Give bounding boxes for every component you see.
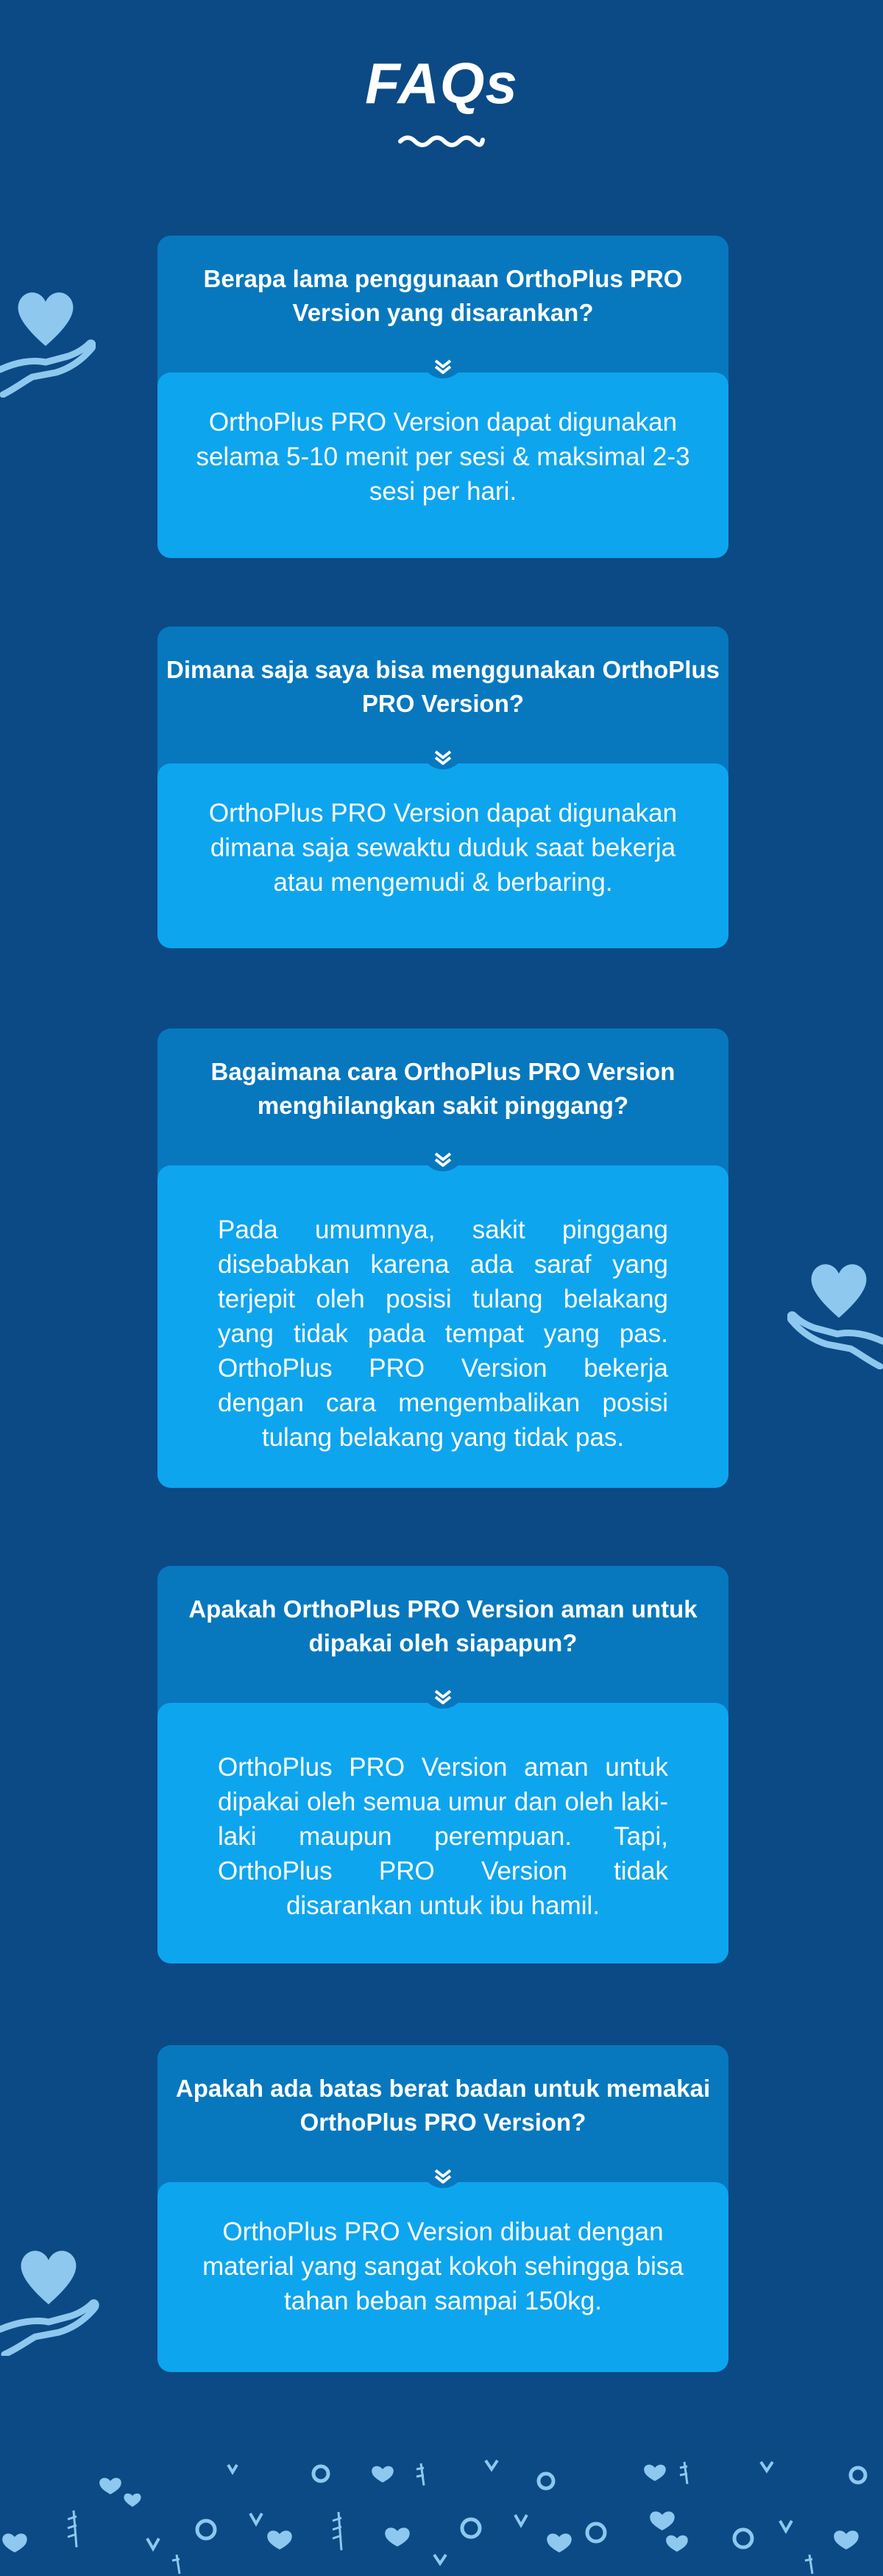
- faq-answer-1: [157, 373, 728, 558]
- heart-hand-icon: [0, 2238, 103, 2356]
- faq-answer-text: OrthoPlus PRO Version aman untuk dipakai oleh semua umur dan oleh laki-laki maupun perempuan. Tapi, OrthoPlus PRO Version tidak disarankan untuk ibu hamil.: [218, 1753, 668, 1920]
- faq-item-2: [157, 627, 728, 948]
- chevron-down-icon: [421, 747, 465, 780]
- faq-answer-text: OrthoPlus PRO Version dapat digunakan selama 5-10 menit per sesi & maksimal 2-3 sesi per hari.: [196, 408, 690, 506]
- faq-answer-5: [157, 2182, 728, 2372]
- faq-item-3: [157, 1028, 728, 1488]
- faq-question-5: Apakah ada batas berat badan untuk memakai OrthoPlus PRO Version?: [157, 2045, 728, 2192]
- chevron-down-icon: [421, 356, 465, 389]
- faq-question-2: Dimana saja saya bisa menggunakan OrthoPlus PRO Version?: [157, 627, 728, 774]
- heart-hand-icon: [0, 280, 96, 398]
- faq-answer-text: OrthoPlus PRO Version dibuat dengan material yang sangat kokoh sehingga bisa tahan beban sampai 150kg.: [202, 2217, 684, 2315]
- chevron-down-icon: [421, 2166, 465, 2198]
- chevron-down-icon: [421, 1149, 465, 1182]
- faq-question-3: Bagaimana cara OrthoPlus PRO Version menghilangkan sakit pinggang?: [157, 1028, 728, 1176]
- faq-item-4: [157, 1566, 728, 1963]
- squiggle-divider: [397, 133, 486, 150]
- faq-question-1: Berapa lama penggunaan OrthoPlus PRO Version yang disarankan?: [157, 236, 728, 383]
- page-title: FAQs: [365, 51, 518, 116]
- chevron-down-icon: [421, 1687, 465, 1719]
- faq-item-1: [157, 236, 728, 558]
- faq-answer-4: [157, 1703, 728, 1963]
- heart-hand-icon: [787, 1252, 883, 1369]
- faq-question-4: Apakah OrthoPlus PRO Version aman untuk dipakai oleh siapapun?: [157, 1566, 728, 1713]
- faq-item-5: [157, 2045, 728, 2372]
- faq-answer-2: [157, 763, 728, 948]
- faq-answer-text: OrthoPlus PRO Version dapat digunakan dimana saja sewaktu duduk saat bekerja atau mengemudi & berbaring.: [208, 799, 678, 897]
- faq-answer-text: Pada umumnya, sakit pinggang disebabkan karena ada saraf yang terjepit oleh posisi tulang belakang yang tidak pada tempat yang pas. OrthoPlus PRO Version bekerja dengan cara mengembalikan posisi tulang belakang yang tidak pas.: [218, 1215, 668, 1452]
- faq-answer-3: [157, 1165, 728, 1488]
- decorative-footer-pattern: [0, 2452, 883, 2576]
